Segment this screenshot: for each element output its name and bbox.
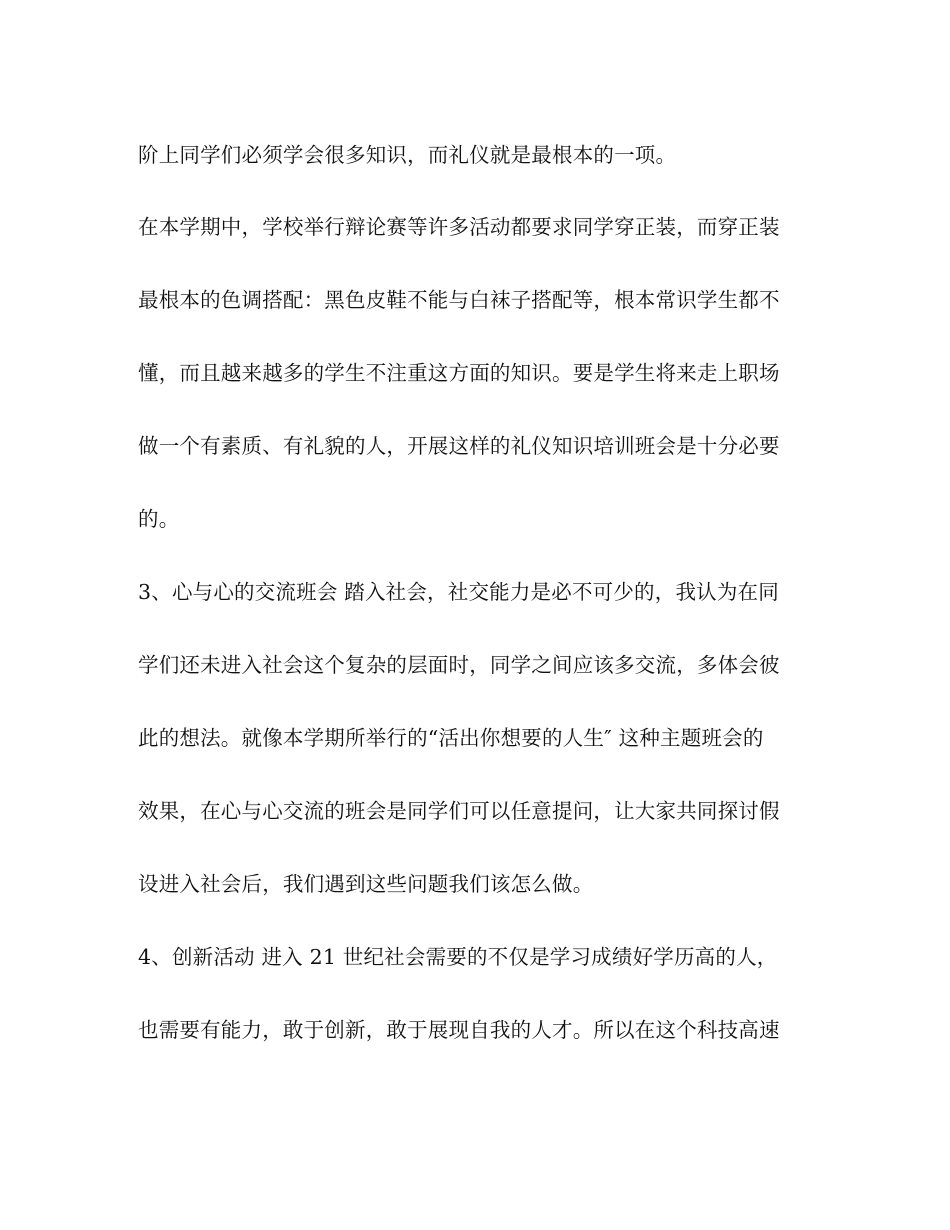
text-line: 3、心与心的交流班会 踏入社会，社交能力是必不可少的，我认为在同 <box>138 580 779 604</box>
text-line: 的。 <box>138 507 180 531</box>
text-line: 学们还未进入社会这个复杂的层面时，同学之间应该多交流，多体会彼 <box>138 653 780 677</box>
text-line: 4、创新活动 进入 21 世纪社会需要的不仅是学习成绩好学历高的人， <box>138 945 778 969</box>
text-line: 也需要有能力，敢于创新，敢于展现自我的人才。所以在这个科技高速 <box>138 1018 780 1042</box>
text-line: 最根本的色调搭配：黑色皮鞋不能与白袜子搭配等，根本常识学生都不 <box>138 288 780 312</box>
text-line: 此的想法。就像本学期所举行的“活出你想要的人生″ 这种主题班会的 <box>138 726 764 750</box>
text-line: 做一个有素质、有礼貌的人，开展这样的礼仪知识培训班会是十分必要 <box>138 434 780 458</box>
text-line: 效果，在心与心交流的班会是同学们可以任意提问，让大家共同探讨假 <box>138 799 780 823</box>
text-line: 设进入社会后，我们遇到这些问题我们该怎么做。 <box>138 872 594 896</box>
text-line: 懂，而且越来越多的学生不注重这方面的知识。要是学生将来走上职场 <box>138 361 780 385</box>
text-line: 在本学期中，学校举行辩论赛等许多活动都要求同学穿正装，而穿正装 <box>138 215 780 239</box>
text-line: 阶上同学们必须学会很多知识，而礼仪就是最根本的一项。 <box>138 143 677 167</box>
